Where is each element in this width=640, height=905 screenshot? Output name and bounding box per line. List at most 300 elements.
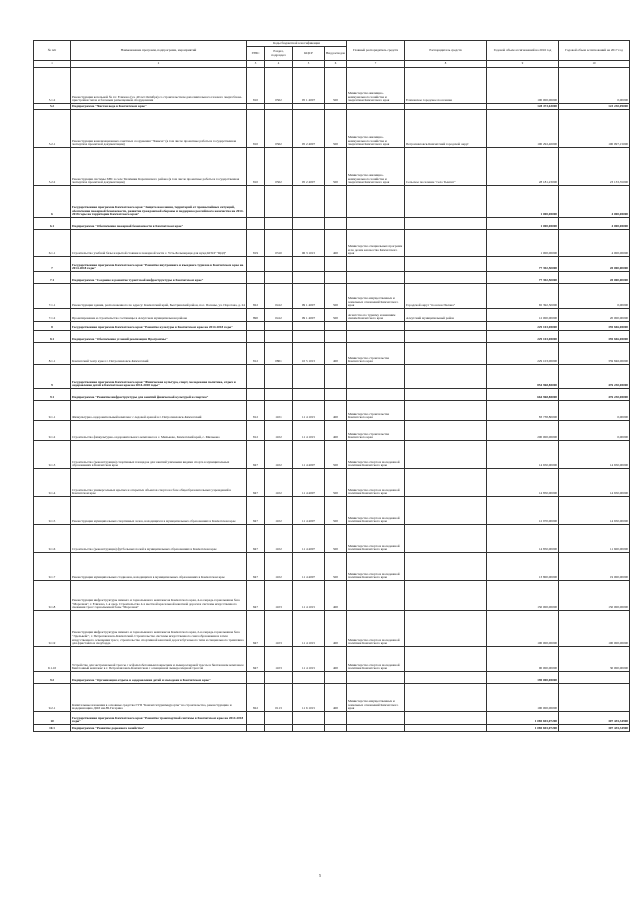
section-code: 0113 — [265, 684, 293, 712]
amount-2016: 229 103,00000 — [487, 331, 559, 343]
amount-2016: 90 000,00000 — [487, 647, 559, 672]
col-name-header: Наименование программ, подпрограмм, мероприятий — [71, 41, 247, 61]
item-name: Физкультурно-оздоровительный комплекс с ледовой ареной в г. Петропавловск-Камчатский — [71, 401, 247, 421]
main-administrator: Министерство спорта и молодежной политики Камчатского края — [347, 611, 405, 647]
main-administrator — [347, 365, 405, 389]
table-row — [34, 284, 630, 309]
section-code: 1102 — [265, 525, 293, 553]
target-article-code: 11 4 4007 — [293, 525, 325, 553]
main-administrator — [347, 257, 405, 272]
grbs-code: 812 — [247, 343, 265, 365]
main-administrator: Министерство спорта и молодежной политики Камчатского края — [347, 497, 405, 525]
amount-2017: 0,00000 — [559, 284, 630, 309]
amount-2016: 14 650,00000 — [487, 441, 559, 469]
grbs-code: 812 — [247, 421, 265, 441]
section-code — [265, 186, 293, 218]
section-code — [265, 365, 293, 389]
administrator — [405, 230, 487, 257]
table-row — [34, 469, 630, 497]
table-row — [34, 672, 630, 684]
grbs-code — [247, 725, 265, 732]
section-code — [265, 725, 293, 732]
amount-2016: 190 000,00000 — [487, 672, 559, 684]
grbs-code: 810 — [247, 68, 265, 104]
amount-2016: 229 103,00000 — [487, 322, 559, 331]
section-code — [265, 322, 293, 331]
column-number: 1 — [34, 61, 71, 68]
amount-2017: 0,00000 — [559, 401, 630, 421]
col-codes-header: Коды бюджетной классификации — [247, 41, 347, 47]
expense-type-code — [325, 331, 347, 343]
col-2017-header: Годовой объем ассигнований на 2017 год — [559, 41, 630, 61]
amount-2017: 100 097,15000 — [559, 110, 630, 148]
grbs-code: 812 — [247, 401, 265, 421]
column-number: 7 — [347, 61, 405, 68]
main-administrator: Министерство спорта и молодежной политики Камчатского края — [347, 647, 405, 672]
item-name: Подпрограмма "Чистая вода в Камчатском крае" — [71, 104, 247, 110]
main-administrator: Министерство строительства Камчатского края — [347, 421, 405, 441]
main-administrator: Министерство имущественных и земельных отношений Камчатского края — [347, 684, 405, 712]
administrator — [405, 672, 487, 684]
expense-type-code — [325, 322, 347, 331]
table-row — [34, 365, 630, 389]
amount-2017: 476 230,00000 — [559, 389, 630, 401]
administrator — [405, 421, 487, 441]
expense-type-code: 400 — [325, 581, 347, 611]
table-row — [34, 421, 630, 441]
target-article-code — [293, 672, 325, 684]
item-name: Камчатский театр кукол г. Петропавловск-Камчатский — [71, 343, 247, 365]
main-administrator: Министерство спорта и молодежной политики Камчатского края — [347, 525, 405, 553]
target-article-code — [293, 365, 325, 389]
section-code: 1102 — [265, 497, 293, 525]
row-number: 9.1.6 — [34, 525, 71, 553]
expense-type-code: 500 — [325, 309, 347, 322]
expense-type-code: 400 — [325, 343, 347, 365]
target-article-code: 09 1 4007 — [293, 284, 325, 309]
item-name: Государственная программа Камчатского края "Развитие культуры в Камчатском крае на 2014-2018 годы" — [71, 322, 247, 331]
administrator — [405, 186, 487, 218]
table-row — [34, 553, 630, 581]
administrator — [405, 497, 487, 525]
grbs-code: 819 — [247, 230, 265, 257]
section-code — [265, 272, 293, 284]
item-name: Государственная программа Камчатского края "Физическая культура, спорт, молодежная политика, отдых и оздоровление детей в Камчатском крае на 2014-2018 годы" — [71, 365, 247, 389]
expense-type-code — [325, 725, 347, 732]
row-number: 9.1.5 — [34, 497, 71, 525]
table-row — [34, 497, 630, 525]
column-number: 8 — [405, 61, 487, 68]
section-code: 1103 — [265, 581, 293, 611]
row-number: 7 — [34, 257, 71, 272]
amount-2016: 77 392,50000 — [487, 272, 559, 284]
amount-2017: 4 000,00000 — [559, 218, 630, 230]
expense-type-code: 500 — [325, 68, 347, 104]
row-number: 7.1.2 — [34, 309, 71, 322]
table-row — [34, 186, 630, 218]
target-article-code: 11 4 4007 — [293, 441, 325, 469]
administrator — [405, 725, 487, 732]
administrator: Сельское поселение "село Тымлат" — [405, 148, 487, 186]
section-code: 0502 — [265, 68, 293, 104]
amount-2016: 1 000,00000 — [487, 218, 559, 230]
grbs-code: 847 — [247, 647, 265, 672]
column-number: 10 — [559, 61, 630, 68]
grbs-code: 847 — [247, 497, 265, 525]
main-administrator — [347, 331, 405, 343]
expense-type-code — [325, 218, 347, 230]
section-code — [265, 712, 293, 725]
section-code: 1102 — [265, 469, 293, 497]
main-administrator: Министерство строительства Камчатского края — [347, 401, 405, 421]
section-code — [265, 389, 293, 401]
item-name: Реконструкция муниципальных стадионов, находящихся в муниципальных образованиях в Камчатском крае — [71, 553, 247, 581]
table-row — [34, 441, 630, 469]
administrator — [405, 647, 487, 672]
item-name: Реконструкция здания, расположенного по адресу: Камчатский край, Быстринский район, пос. Паланы, ул. Поротова, д. 24 — [71, 284, 247, 309]
target-article-code: 06 3 1015 — [293, 230, 325, 257]
amount-2016: 77 392,50000 — [487, 257, 559, 272]
amount-2016: 14 850,00000 — [487, 469, 559, 497]
col-rasp-header: Распорядитель средств — [405, 41, 487, 61]
administrator — [405, 343, 487, 365]
row-number: 9.1.1 — [34, 401, 71, 421]
amount-2017: 307 435,34900 — [559, 712, 630, 725]
amount-2016: 190 000,00000 — [487, 684, 559, 712]
grbs-code: 810 — [247, 148, 265, 186]
section-code: 0502 — [265, 110, 293, 148]
row-number: 6.1 — [34, 218, 71, 230]
amount-2017: 14 650,00000 — [559, 441, 630, 469]
item-name: Реконструкция котельной № 4 г. Елизово (ул. 40 лет Октября) со строительством дополнительного газового энергоблока-пристройки тепла и блочным размещением оборудования — [71, 68, 247, 104]
section-code — [265, 218, 293, 230]
expense-type-code: 400 — [325, 421, 347, 441]
table-row — [34, 525, 630, 553]
table-row — [34, 647, 630, 672]
row-number: 9.1.9 — [34, 611, 71, 647]
grbs-code: 847 — [247, 525, 265, 553]
section-code: 1103 — [265, 647, 293, 672]
table-row — [34, 725, 630, 732]
amount-2016: 28 181,23000 — [487, 148, 559, 186]
target-article-code: 11 4 1015 — [293, 581, 325, 611]
item-name: Реконструкция инфраструктуры зимнего и горнолыжного комплексов Камчатского края, 4-я очередь горнолыжная база "Морозная", г. Елизово, 1-я очер. Строительство 4-х местной кресельной канатной дороги и системы искусственного снежения трасс горнолыжной базы "Морозная" — [71, 581, 247, 611]
amount-2017: 30 000,00000 — [559, 647, 630, 672]
expense-type-code: 500 — [325, 497, 347, 525]
expense-type-code: 500 — [325, 469, 347, 497]
administrator: Городской округ "поселок Палана" — [405, 284, 487, 309]
table-row — [34, 343, 630, 365]
table-row — [34, 257, 630, 272]
grbs-code: 847 — [247, 553, 265, 581]
item-name: Государственная программа Камчатского края "Защита населения, территорий от чрезвычайных ситуаций, обеспечение пожарной безопасности, развитие гражданской обороны и поддержка российского казачества на 2014-2018 годы на территории Камчатского края" — [71, 186, 247, 218]
row-number: 9.1.8 — [34, 581, 71, 611]
target-article-code — [293, 272, 325, 284]
column-number: 3 — [247, 61, 265, 68]
main-administrator — [347, 712, 405, 725]
expense-type-code — [325, 365, 347, 389]
row-number: 5.1.2 — [34, 68, 71, 104]
item-name: Устройство для экстремальной трассы с асфальтобетонным покрытием и лыжероллерной трассы в биатлонном комплексе Биатлонный комплекс в г. Петропавловск-Камчатском с освещенной лыжероллерной трассой — [71, 647, 247, 672]
target-article-code — [293, 712, 325, 725]
table-row — [34, 218, 630, 230]
grbs-code: 822 — [247, 284, 265, 309]
target-article-code: 05 2 4007 — [293, 110, 325, 148]
grbs-code — [247, 389, 265, 401]
amount-2016: 200 000,00000 — [487, 421, 559, 441]
section-code — [265, 331, 293, 343]
amount-2017: 4 000,00000 — [559, 186, 630, 218]
row-number: 9.2 — [34, 672, 71, 684]
main-administrator — [347, 389, 405, 401]
row-number: 10.1 — [34, 725, 71, 732]
amount-2017: 150 000,00000 — [559, 581, 630, 611]
main-administrator: Министерство спорта и молодежной политики Камчатского края — [347, 441, 405, 469]
table-row — [34, 322, 630, 331]
expense-type-code — [325, 712, 347, 725]
amount-2016: 1 085 693,07200 — [487, 712, 559, 725]
section-code: 1102 — [265, 441, 293, 469]
section-code: 1103 — [265, 611, 293, 647]
administrator — [405, 365, 487, 389]
target-article-code — [293, 322, 325, 331]
target-article-code: 11 4 4007 — [293, 497, 325, 525]
amount-2017: 307 435,34900 — [559, 725, 630, 732]
table-row — [34, 712, 630, 725]
administrator — [405, 441, 487, 469]
amount-2016: 83 738,80000 — [487, 401, 559, 421]
budget-table-sheet — [33, 40, 629, 732]
administrator — [405, 272, 487, 284]
grbs-code: 822 — [247, 684, 265, 712]
grbs-code — [247, 272, 265, 284]
expense-type-code — [325, 389, 347, 401]
column-number-row — [34, 61, 630, 68]
section-code: 0801 — [265, 343, 293, 365]
item-name: Проектирование и строительство гостиницы в Алеутском муниципальном районе — [71, 309, 247, 322]
amount-2016: 14 850,00000 — [487, 525, 559, 553]
target-article-code — [293, 331, 325, 343]
amount-2016: 128 473,63000 — [487, 104, 559, 110]
grbs-code: 847 — [247, 611, 265, 647]
main-administrator — [347, 581, 405, 611]
amount-2017: 20 000,00000 — [559, 309, 630, 322]
item-name: Реконструкция муниципальных спортивных залов, находящихся в муниципальных образованиях в Камчатском крае — [71, 497, 247, 525]
section-code — [265, 672, 293, 684]
main-administrator: Агентство по туризму и внешним связям Камчатского края — [347, 309, 405, 322]
grbs-code: 890 — [247, 309, 265, 322]
target-article-code — [293, 218, 325, 230]
item-name: Строительство учебной базы и крытой стоянки в пожарной части с. Усть-Большерецк для нужд КГКУ "ЦОД" — [71, 230, 247, 257]
row-number: 9.1.7 — [34, 553, 71, 581]
target-article-code: 11 4 4007 — [293, 469, 325, 497]
expense-type-code: 400 — [325, 230, 347, 257]
grbs-code — [247, 672, 265, 684]
amount-2016: 13 800,00000 — [487, 553, 559, 581]
administrator — [405, 553, 487, 581]
column-number: 5 — [293, 61, 325, 68]
page-number: 5 — [319, 873, 321, 878]
table-row — [34, 331, 630, 343]
row-number: 5.2.1 — [34, 110, 71, 148]
row-number: 7.1 — [34, 272, 71, 284]
row-number: 8.1.1 — [34, 343, 71, 365]
row-number: 9.1.4 — [34, 469, 71, 497]
grbs-code — [247, 322, 265, 331]
item-name: Строительство (реконструкция) спортивных площадок для занятий уличными видами спорта в муниципальных образованиях в Камчатском крае — [71, 441, 247, 469]
expense-type-code: 400 — [325, 647, 347, 672]
administrator: Петропавловск-Камчатский городской округ — [405, 110, 487, 148]
amount-2016: 100 000,00000 — [487, 611, 559, 647]
table-row — [34, 148, 630, 186]
target-article-code: 09 1 4007 — [293, 309, 325, 322]
amount-2017: 359 846,00000 — [559, 343, 630, 365]
item-name: Подпрограмма "Развитие дорожного хозяйства" — [71, 725, 247, 732]
main-administrator — [347, 725, 405, 732]
main-administrator — [347, 218, 405, 230]
administrator — [405, 525, 487, 553]
column-number: 4 — [265, 61, 293, 68]
amount-2017: 20 000,00000 — [559, 272, 630, 284]
item-name: Подпрограмма "Обеспечение пожарной безопасности в Камчатском крае" — [71, 218, 247, 230]
section-code — [265, 257, 293, 272]
row-number: 9 — [34, 365, 71, 389]
administrator — [405, 469, 487, 497]
row-number: 8.1 — [34, 331, 71, 343]
amount-2016: 150 000,00000 — [487, 581, 559, 611]
administrator — [405, 581, 487, 611]
administrator — [405, 712, 487, 725]
item-name: Строительство (реконструкция) футбольных полей в муниципальных образованиях в Камчатском крае — [71, 525, 247, 553]
amount-2017: 19 000,00000 — [559, 553, 630, 581]
amount-2016: 100 000,00000 — [487, 68, 559, 104]
main-administrator — [347, 672, 405, 684]
expense-type-code: 500 — [325, 525, 347, 553]
col-rz-header: Раздел, подраздел — [265, 47, 293, 61]
target-article-code — [293, 186, 325, 218]
amount-2016: 1 000,00000 — [487, 230, 559, 257]
table-row — [34, 684, 630, 712]
amount-2017: 23 133,35000 — [559, 148, 630, 186]
amount-2016: 100 292,40000 — [487, 110, 559, 148]
budget-table — [33, 40, 630, 732]
amount-2017: 359 846,00000 — [559, 322, 630, 331]
expense-type-code: 500 — [325, 148, 347, 186]
row-number: 6 — [34, 186, 71, 218]
amount-2017: 359 846,00000 — [559, 331, 630, 343]
expense-type-code — [325, 672, 347, 684]
main-administrator: Министерство жилищно-коммунального хозяйства и энергетики Камчатского края — [347, 148, 405, 186]
item-name: Реконструкция инфраструктуры зимнего и горнолыжного комплексов Камчатского края, 2-я очередь горнолыжная база "Эдельвейс", г. Петропавловск-Камчатский. Строительство системы искусственного снегообразования и затем искусственного освещения трасс, строительство спортивной канатной дороги бугельного типа и специального трамплина для фристайла и сноуборда — [71, 611, 247, 647]
col-vr-header: Вид расходов — [325, 47, 347, 61]
grbs-code — [247, 218, 265, 230]
row-number: 9.2.1 — [34, 684, 71, 712]
main-administrator: Министерство жилищно-коммунального хозяйства и энергетики Камчатского края — [347, 110, 405, 148]
item-name: Строительство универсальных крытых и открытых объектов спорта на базе общеобразовательных учреждений в Камчатском крае — [71, 469, 247, 497]
item-name: Подпрограмма "Обеспечение условий реализации Программы" — [71, 331, 247, 343]
target-article-code: 11 4 4007 — [293, 553, 325, 581]
administrator: Елизовское городское поселение — [405, 68, 487, 104]
grbs-code — [247, 331, 265, 343]
administrator — [405, 611, 487, 647]
amount-2016: 1 085 693,07200 — [487, 725, 559, 732]
amount-2016: 12 970,00000 — [487, 497, 559, 525]
grbs-code: 847 — [247, 581, 265, 611]
item-name: Строительство физкультурно-оздоровительного комплекса в с. Мильково, Камчатский край, с. Мильково — [71, 421, 247, 441]
item-name: Государственная программа Камчатского края "Развитие внутреннего и въездного туризма в Камчатском крае на 2014-2018 годы" — [71, 257, 247, 272]
main-administrator — [347, 322, 405, 331]
item-name: Реконструкция канализационных очистных сооружения "Чавыча" (в том числе проектные работы и государственная экспертиза проектной документации) — [71, 110, 247, 148]
table-row — [34, 581, 630, 611]
row-number: 9.1.3 — [34, 441, 71, 469]
main-administrator — [347, 186, 405, 218]
amount-2017: 14 650,00000 — [559, 497, 630, 525]
grbs-code — [247, 186, 265, 218]
grbs-code: 847 — [247, 469, 265, 497]
col-2016-header: Годовой объем ассигнований на 2016 год — [487, 41, 559, 61]
table-row — [34, 389, 630, 401]
section-code: 1102 — [265, 553, 293, 581]
section-code: 0310 — [265, 230, 293, 257]
amount-2017: 476 230,00000 — [559, 365, 630, 389]
amount-2017 — [559, 672, 630, 684]
administrator — [405, 322, 487, 331]
row-number: 9.1.10 — [34, 647, 71, 672]
target-article-code: 11 4 1015 — [293, 401, 325, 421]
target-article-code: 11 4 1015 — [293, 611, 325, 647]
expense-type-code: 500 — [325, 441, 347, 469]
table-row — [34, 401, 630, 421]
amount-2016: 65 392,50000 — [487, 284, 559, 309]
amount-2017 — [559, 684, 630, 712]
grbs-code: 810 — [247, 110, 265, 148]
table-row — [34, 272, 630, 284]
row-number: 5.2.2 — [34, 148, 71, 186]
item-name: Подпрограмма "Развитие инфраструктуры для занятий физической культурой и спортом" — [71, 389, 247, 401]
amount-2016: 1 000,00000 — [487, 186, 559, 218]
target-article-code: 05 2 4007 — [293, 148, 325, 186]
col-main-header: Главный распорядитель средств — [347, 41, 405, 61]
target-article-code — [293, 257, 325, 272]
administrator — [405, 389, 487, 401]
table-body — [34, 68, 630, 732]
item-name: Капитальные вложения в основные средства ГУП "Камчатсктуризмкурорты" на строительство, реконструкцию и модернизацию ДОЛ им.Ю.Гагарина — [71, 684, 247, 712]
main-administrator — [347, 272, 405, 284]
main-administrator: Министерство строительства Камчатского края — [347, 343, 405, 365]
target-article-code — [293, 725, 325, 732]
item-name: Подпрограмма "Организация отдыха и оздоровления детей и молодежи в Камчатском крае" — [71, 672, 247, 684]
amount-2017: 100 000,00000 — [559, 611, 630, 647]
amount-2016: 854 968,80000 — [487, 365, 559, 389]
table-row — [34, 110, 630, 148]
grbs-code: 847 — [247, 441, 265, 469]
grbs-code — [247, 712, 265, 725]
administrator — [405, 331, 487, 343]
section-code: 0412 — [265, 284, 293, 309]
grbs-code — [247, 257, 265, 272]
expense-type-code — [325, 186, 347, 218]
main-administrator: Министерство спорта и молодежной политики Камчатского края — [347, 469, 405, 497]
administrator — [405, 218, 487, 230]
row-number: 10 — [34, 712, 71, 725]
table-row — [34, 68, 630, 104]
item-name: Подпрограмма "Создание и развитие туристской инфраструктуры в Камчатском крае" — [71, 272, 247, 284]
col-csr-header: КЦСР — [293, 47, 325, 61]
row-number: 9.1.2 — [34, 421, 71, 441]
section-code: 0502 — [265, 148, 293, 186]
amount-2017: 14 650,00000 — [559, 469, 630, 497]
grbs-code — [247, 365, 265, 389]
